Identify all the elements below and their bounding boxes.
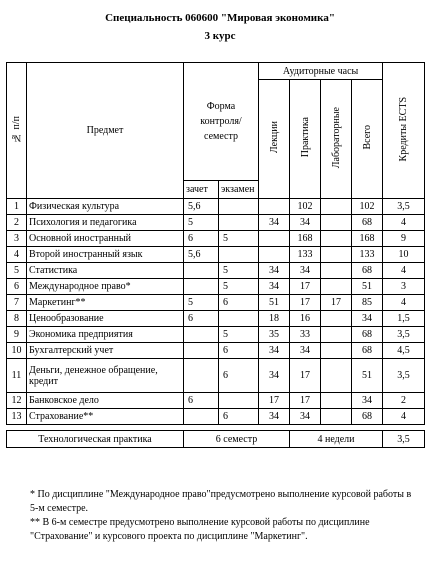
practice-table xyxy=(6,430,425,448)
row-practice: 34 xyxy=(290,409,321,425)
header-lectures: Лекции xyxy=(259,80,290,199)
row-lab xyxy=(321,199,352,215)
row-exam: 5 xyxy=(219,279,259,295)
table-row xyxy=(7,359,425,393)
row-lab xyxy=(321,215,352,231)
row-practice: 16 xyxy=(290,311,321,327)
row-total: 68 xyxy=(352,409,383,425)
row-zachet xyxy=(184,359,219,393)
header-number: № п/п xyxy=(7,63,27,199)
row-subject: Международное право* xyxy=(27,279,184,295)
row-zachet xyxy=(184,409,219,425)
table-row xyxy=(7,199,425,215)
header-auditory-hours: Аудиторные часы xyxy=(259,63,383,80)
table-row xyxy=(7,295,425,311)
row-practice: 34 xyxy=(290,263,321,279)
row-lectures: 34 xyxy=(259,359,290,393)
row-total: 51 xyxy=(352,359,383,393)
row-number: 12 xyxy=(7,393,27,409)
row-ects: 4,5 xyxy=(383,343,425,359)
row-practice: 17 xyxy=(290,279,321,295)
row-lab xyxy=(321,409,352,425)
row-number: 4 xyxy=(7,247,27,263)
row-number: 13 xyxy=(7,409,27,425)
row-ects: 10 xyxy=(383,247,425,263)
row-subject: Бухгалтерский учет xyxy=(27,343,184,359)
row-subject: Банковское дело xyxy=(27,393,184,409)
row-lab xyxy=(321,247,352,263)
row-total: 133 xyxy=(352,247,383,263)
table-row xyxy=(7,343,425,359)
row-subject: Деньги, денежное обращение, кредит xyxy=(27,359,184,393)
row-subject: Психология и педагогика xyxy=(27,215,184,231)
row-lectures: 34 xyxy=(259,409,290,425)
table-row xyxy=(7,231,425,247)
table-row xyxy=(7,311,425,327)
header-zachet: зачет xyxy=(184,181,219,199)
row-practice: 33 xyxy=(290,327,321,343)
row-exam xyxy=(219,247,259,263)
row-subject: Основной иностранный xyxy=(27,231,184,247)
row-ects: 4 xyxy=(383,263,425,279)
row-practice: 34 xyxy=(290,343,321,359)
row-ects: 4 xyxy=(383,409,425,425)
row-exam xyxy=(219,199,259,215)
row-lectures: 34 xyxy=(259,279,290,295)
row-zachet xyxy=(184,327,219,343)
row-lab xyxy=(321,359,352,393)
row-zachet: 6 xyxy=(184,393,219,409)
row-number: 7 xyxy=(7,295,27,311)
row-number: 10 xyxy=(7,343,27,359)
row-lectures xyxy=(259,199,290,215)
row-zachet: 5 xyxy=(184,215,219,231)
row-ects: 3,5 xyxy=(383,327,425,343)
row-total: 51 xyxy=(352,279,383,295)
header-exam: экзамен xyxy=(219,181,259,199)
row-number: 6 xyxy=(7,279,27,295)
row-total: 34 xyxy=(352,311,383,327)
row-ects: 2 xyxy=(383,393,425,409)
row-number: 11 xyxy=(7,359,27,393)
table-row xyxy=(7,215,425,231)
row-zachet: 6 xyxy=(184,231,219,247)
row-total: 68 xyxy=(352,327,383,343)
row-exam: 6 xyxy=(219,295,259,311)
curriculum-table xyxy=(6,62,425,425)
practice-duration: 4 недели xyxy=(290,431,383,448)
row-practice: 17 xyxy=(290,393,321,409)
footnote-1: * По дисциплине "Международное право"предусмотрено выполнение курсовой работы в 5-м семестре. xyxy=(30,489,412,514)
row-number: 8 xyxy=(7,311,27,327)
row-total: 102 xyxy=(352,199,383,215)
row-number: 1 xyxy=(7,199,27,215)
row-ects: 3 xyxy=(383,279,425,295)
header-total: Всего xyxy=(352,80,383,199)
row-lectures: 34 xyxy=(259,343,290,359)
row-exam: 6 xyxy=(219,343,259,359)
row-total: 68 xyxy=(352,215,383,231)
practice-name: Технологическая практика xyxy=(7,431,184,448)
header-lab: Лабораторные xyxy=(321,80,352,199)
row-exam: 6 xyxy=(219,359,259,393)
table-row xyxy=(7,393,425,409)
row-zachet xyxy=(184,263,219,279)
practice-ects: 3,5 xyxy=(383,431,425,448)
row-lectures xyxy=(259,231,290,247)
row-number: 9 xyxy=(7,327,27,343)
row-ects: 4 xyxy=(383,215,425,231)
row-lectures: 17 xyxy=(259,393,290,409)
row-lab xyxy=(321,327,352,343)
row-ects: 3,5 xyxy=(383,359,425,393)
row-lab xyxy=(321,279,352,295)
row-lab: 17 xyxy=(321,295,352,311)
row-subject: Экономика предприятия xyxy=(27,327,184,343)
row-number: 2 xyxy=(7,215,27,231)
row-lectures: 18 xyxy=(259,311,290,327)
row-zachet: 6 xyxy=(184,311,219,327)
header-control-form: Форма контроля/ семестр xyxy=(184,63,259,181)
row-total: 168 xyxy=(352,231,383,247)
header-ects: Кредиты ECTS xyxy=(383,63,425,199)
row-exam: 5 xyxy=(219,231,259,247)
row-exam xyxy=(219,393,259,409)
row-subject: Второй иностранный язык xyxy=(27,247,184,263)
table-row xyxy=(7,327,425,343)
row-lectures xyxy=(259,247,290,263)
row-exam: 5 xyxy=(219,263,259,279)
header-subject: Предмет xyxy=(27,63,184,199)
row-practice: 17 xyxy=(290,359,321,393)
page-title: Специальность 060600 "Мировая экономика" xyxy=(105,12,335,24)
row-exam xyxy=(219,311,259,327)
row-ects: 9 xyxy=(383,231,425,247)
table-row xyxy=(7,279,425,295)
row-total: 85 xyxy=(352,295,383,311)
row-lectures: 35 xyxy=(259,327,290,343)
table-row xyxy=(7,263,425,279)
row-lab xyxy=(321,263,352,279)
row-lab xyxy=(321,231,352,247)
row-lectures: 34 xyxy=(259,263,290,279)
row-practice: 102 xyxy=(290,199,321,215)
row-lectures: 51 xyxy=(259,295,290,311)
row-exam: 5 xyxy=(219,327,259,343)
row-zachet xyxy=(184,343,219,359)
header-practice: Практика xyxy=(290,80,321,199)
row-lab xyxy=(321,343,352,359)
footnote-2: ** В 6-м семестре предусмотрено выполнение курсовой работы по дисциплине "Страхование" и курсового проекта по дисциплине "Маркетинг". xyxy=(30,517,370,542)
row-practice: 168 xyxy=(290,231,321,247)
row-ects: 1,5 xyxy=(383,311,425,327)
row-subject: Страхование** xyxy=(27,409,184,425)
row-number: 5 xyxy=(7,263,27,279)
row-number: 3 xyxy=(7,231,27,247)
course-label: 3 курс xyxy=(204,30,236,42)
row-lab xyxy=(321,311,352,327)
table-row xyxy=(7,247,425,263)
practice-semester: 6 семестр xyxy=(184,431,290,448)
row-zachet: 5,6 xyxy=(184,247,219,263)
table-row xyxy=(7,409,425,425)
row-practice: 133 xyxy=(290,247,321,263)
row-ects: 3,5 xyxy=(383,199,425,215)
row-zachet: 5 xyxy=(184,295,219,311)
row-subject: Статистика xyxy=(27,263,184,279)
row-lectures: 34 xyxy=(259,215,290,231)
row-lab xyxy=(321,393,352,409)
row-subject: Ценообразование xyxy=(27,311,184,327)
row-total: 34 xyxy=(352,393,383,409)
row-total: 68 xyxy=(352,343,383,359)
row-subject: Физическая культура xyxy=(27,199,184,215)
row-ects: 4 xyxy=(383,295,425,311)
row-practice: 17 xyxy=(290,295,321,311)
row-total: 68 xyxy=(352,263,383,279)
row-zachet xyxy=(184,279,219,295)
row-exam xyxy=(219,215,259,231)
row-practice: 34 xyxy=(290,215,321,231)
row-zachet: 5,6 xyxy=(184,199,219,215)
row-exam: 6 xyxy=(219,409,259,425)
row-subject: Маркетинг** xyxy=(27,295,184,311)
